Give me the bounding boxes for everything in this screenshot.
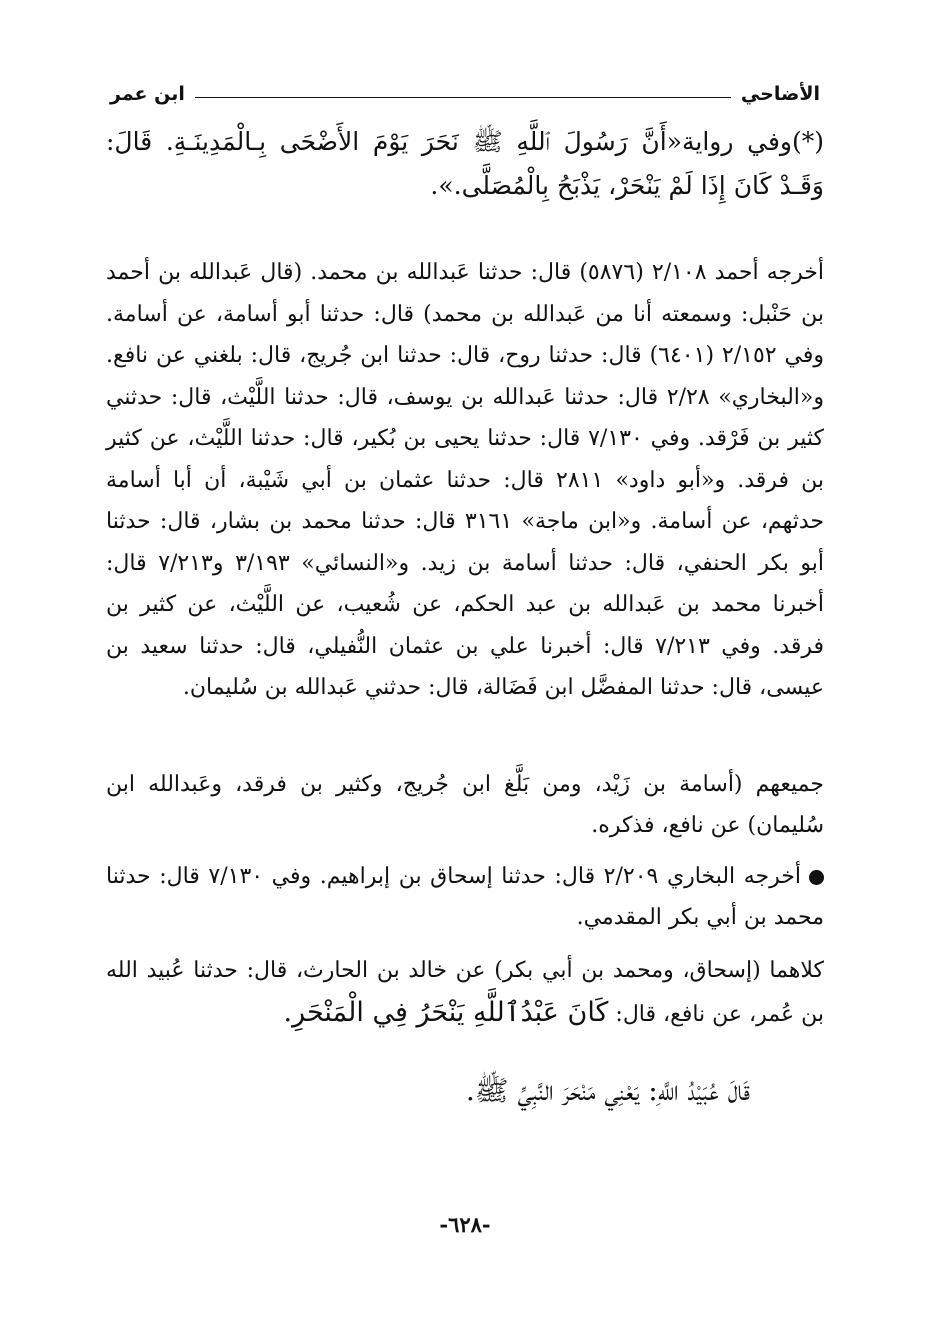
ubaydullah-paragraph: قَالَ عُبَيْدُ اللَّهِ: يَعْنِي مَنْحَرَ النَّبِيِّ ﷺ. — [465, 1074, 750, 1107]
rendition-paragraph: (*)وفي رواية«أَنَّ رَسُولَ ٱللَّهِ ﷺ نَحَرَ يَوْمَ الأَضْحَى بِـالْمَدِينَـةِ. قَالَ: وَقَـدْ كَانَ إِذَا لَمْ يَنْحَرْ، يَذْبَحُ بِالْمُصَلَّى.». — [106, 127, 824, 200]
bullet-dot — [809, 870, 824, 885]
header-section-title: ابن عمر — [110, 83, 185, 105]
jamiuhum-paragraph: جميعهم (أسامة بن زَيْد، ومن بَلَّغ ابن جُريج، وكثير بن فرقد، وعَبدالله ابن سُليمان) عن نافع، فذكره. — [106, 772, 824, 838]
kilahuma-intro: كلاهما (إسحاق، ومحمد بن أبي بكر) عن خالد بن الحارث، قال: حدثنا عُبيد الله بن عُمر، عن نافع، قال: — [106, 958, 824, 1027]
bukhari-text: أخرجه البخاري ٢/٢٠٩ قال: حدثنا إسحاق بن إبراهيم. وفي ٧/١٣٠ قال: حدثنا محمد بن أبي بكر المقدمي. — [106, 864, 824, 930]
takhrij-paragraph: أخرجه أحمد ٢/١٠٨ (٥٨٧٦) قال: حدثنا عَبدالله بن محمد. (قال عَبدالله بن أحمد بن حَنْبل: وسمعته أنا من عَبدالله بن محمد) قال: حدثنا أبو أسامة، عن أسامة. وفي ٢/١٥٢ (٦٤٠١) قال: حدثنا روح، قال: حدثنا ابن جُريج، قال: بلغني عن نافع. و«البخاري» ٢/٢٨ قال: حدثنا عَبدالله بن يوسف، قال: حدثنا اللَّيْث، قال: حدثني كثير بن فَرْقد. وفي ٧/١٣٠ قال: حدثنا يحيى بن بُكير، قال: حدثنا اللَّيْث، عن كثير بن فرقد. و«أبو داود» ٢٨١١ قال: حدثنا عثمان بن أبي شَيْبة، أن أبا أسامة حدثهم، عن أسامة. و«ابن ماجة» ٣١٦١ قال: حدثنا محمد بن بشار، قال: حدثنا أبو بكر الحنفي، قال: حدثنا أسامة بن زيد. و«النسائي» ٣/١٩٣ و٧/٢١٣ قال: أخبرنا محمد بن عَبدالله بن عبد الحكم، عن شُعيب، عن اللَّيْث، عن كثير بن فرقد. وفي ٧/٢١٣ قال: أخبرنا علي بن عثمان النُّفيلي، قال: حدثنا سعيد بن عيسى، قال: حدثنا المفضَّل ابن فَضَالة، قال: حدثني عَبدالله بن سُليمان. — [106, 260, 824, 700]
running-header — [110, 78, 820, 110]
kilahuma-hadith-text: كَانَ عَبْدُٱللَّهِ يَنْحَرُ فِي الْمَنْحَرِ. — [283, 997, 609, 1028]
kilahuma-paragraph — [106, 950, 824, 1036]
header-book-title: الأضاحي — [740, 83, 820, 105]
bukhari-paragraph — [106, 856, 824, 938]
page-number: -٦٢٨- — [439, 1212, 491, 1237]
header-rule — [195, 97, 731, 98]
